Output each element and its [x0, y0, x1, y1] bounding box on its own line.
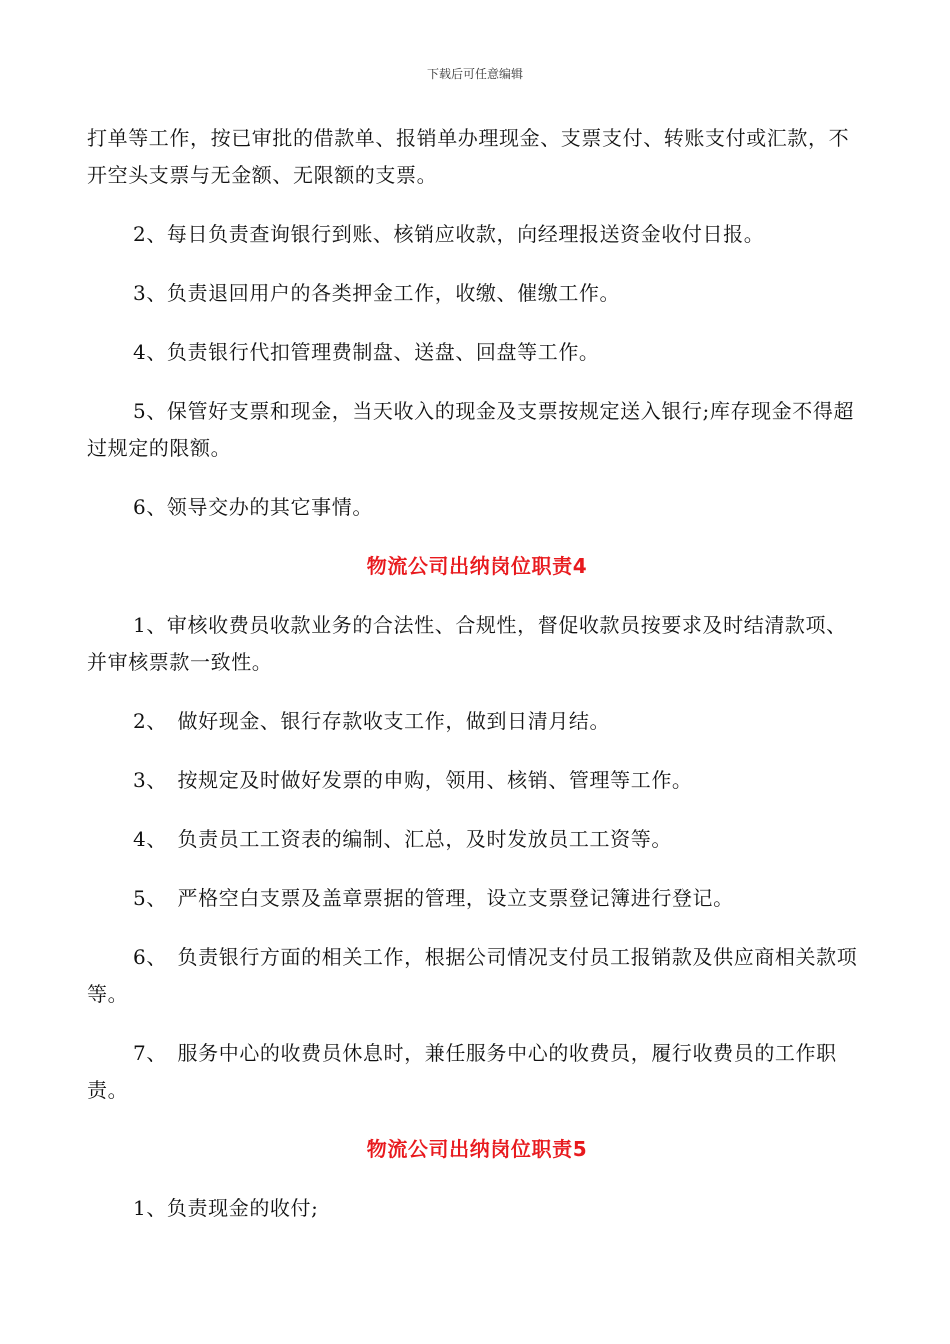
list-item: 7、 服务中心的收费员休息时，兼任服务中心的收费员，履行收费员的工作职责。	[87, 1041, 837, 1102]
section-heading: 物流公司出纳岗位职责5	[366, 1137, 588, 1161]
list-item: 3、负责退回用户的各类押金工作，收缴、催缴工作。	[133, 281, 621, 305]
list-item: 1、负责现金的收付;	[133, 1196, 319, 1220]
list-item: 6、 负责银行方面的相关工作，根据公司情况支付员工报销款及供应商相关款项等。	[87, 945, 858, 1006]
list-item: 2、 做好现金、银行存款收支工作，做到日清月结。	[133, 709, 611, 733]
paragraph-continuation: 打单等工作，按已审批的借款单、报销单办理现金、支票支付、转账支付或汇款，不开空头支票与无金额、无限额的支票。	[87, 126, 850, 187]
list-item: 5、 严格空白支票及盖章票据的管理，设立支票登记簿进行登记。	[133, 886, 734, 910]
page-header: 下载后可任意编辑	[426, 67, 523, 81]
list-item: 2、每日负责查询银行到账、核销应收款，向经理报送资金收付日报。	[133, 222, 765, 246]
list-item: 5、保管好支票和现金，当天收入的现金及支票按规定送入银行;库存现金不得超过规定的限额。	[87, 399, 855, 460]
list-item: 4、负责银行代扣管理费制盘、送盘、回盘等工作。	[133, 340, 600, 364]
document-body	[87, 120, 867, 1249]
list-item: 3、 按规定及时做好发票的申购，领用、核销、管理等工作。	[133, 768, 693, 792]
list-item: 6、领导交办的其它事情。	[133, 495, 373, 519]
section-heading: 物流公司出纳岗位职责4	[366, 554, 588, 578]
list-item: 4、 负责员工工资表的编制、汇总，及时发放员工工资等。	[133, 827, 672, 851]
list-item: 1、审核收费员收款业务的合法性、合规性，督促收款员按要求及时结清款项、并审核票款一致性。	[87, 613, 847, 674]
